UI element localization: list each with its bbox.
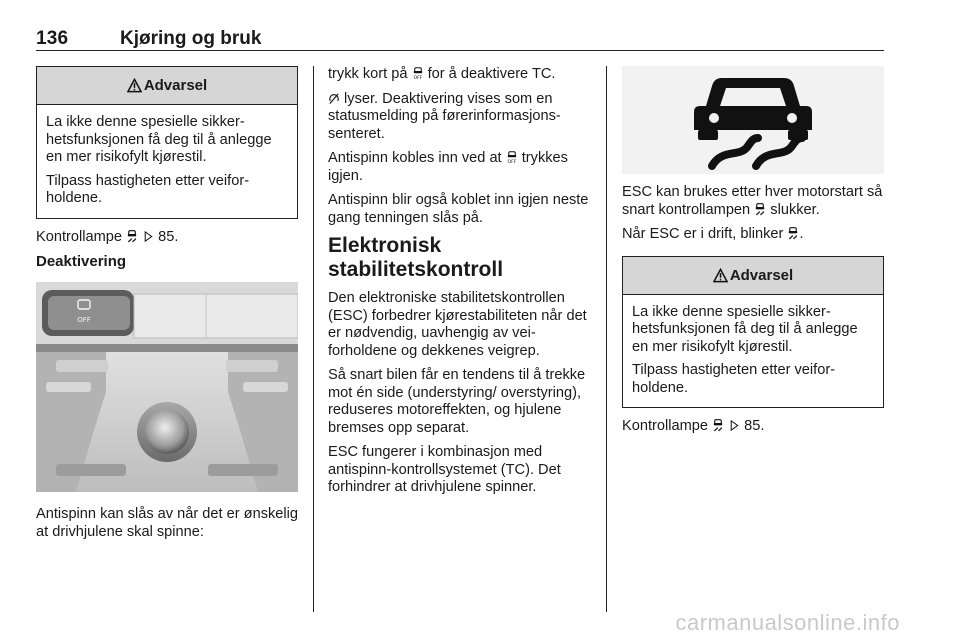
warning-text: La ikke denne spesielle sikkerhetsfunksjonen få deg til å anlegge en mer risikofylt kjørestil. [46,114,272,165]
page-reference-arrow-icon [728,419,740,432]
column-divider [606,66,607,612]
photo-button-label: OFF [77,316,91,324]
dashboard-photo [36,282,298,492]
page-reference-arrow-icon [142,230,154,243]
watermark-brand: carmanualsonline.info [675,610,900,635]
column-divider [313,66,314,612]
paragraph: Antispinn kobles inn ved at trykkes igjen. [328,150,568,184]
paragraph: lyser. Deaktivering vises som en statusmelding på førerinformasjonssenteret. [328,90,561,142]
page-reference: 85. [154,228,179,245]
section-subheading: Deaktivering [36,253,127,270]
indicator-label: Kontrollampe [36,228,127,245]
paragraph: Den elektroniske stabilitetskontrollen (ESC) forbedrer kjørestabiliteten når det er nødvendig, uavhengig av veiforholdene og dekkenes veigrep. [328,290,587,359]
warning-header [37,67,297,105]
page-number: 136 [36,28,69,49]
paragraph: ESC kan brukes etter hver motorstart så snart kontrollampen slukker. [622,184,883,218]
page-title: Kjøring og bruk [120,28,262,49]
warning-text: Tilpass hastigheten etter veiforholdene. [46,172,250,206]
section-heading: Elektronisk stabilitetskontroll [328,234,504,281]
warning-text: La ikke denne spesielle sikkerhetsfunksjonen få deg til å anlegge en mer risikofylt kjørestil. [632,303,858,355]
warning-title: Advarsel [143,77,208,94]
indicator-reference [36,229,298,247]
column-right [622,66,884,443]
skid-warning-icon [754,203,766,216]
warning-triangle-icon [127,78,142,93]
indicator-label: Kontrollampe [622,418,713,434]
warning-body [37,105,297,218]
column-middle [328,66,590,504]
warning-triangle-icon [713,268,728,283]
traction-off-icon [328,92,340,105]
skid-warning-icon [126,230,138,243]
skid-off-button-icon [506,151,518,164]
skid-warning-icon [787,227,799,240]
warning-box [622,256,884,409]
paragraph: trykk kort på for å deaktivere TC. [328,66,556,82]
skid-off-button-icon [412,67,424,80]
esc-skid-car-icon [622,66,884,174]
warning-header [623,257,883,295]
skid-warning-icon [712,419,724,432]
paragraph: Antispinn blir også koblet inn igjen neste gang tenningen slås på. [328,192,589,226]
column-left [36,66,298,548]
page-reference: 85. [740,418,765,434]
warning-text: Tilpass hastigheten etter veiforholdene. [632,362,836,396]
paragraph: Antispinn kan slås av når det er ønskelig at drivhjulene skal spinne: [36,506,299,540]
warning-box [36,66,298,219]
paragraph: Så snart bilen får en tendens til å trekke mot én side (understyring/ overstyring), reduseres motoreffekten, og hjulene bremses opp separat. [328,367,586,436]
indicator-reference [622,418,884,436]
warning-title: Advarsel [729,266,794,284]
paragraph: Når ESC er i drift, blinker . [622,226,804,242]
paragraph: ESC fungerer i kombinasjon med antispinn-kontrollsystemet (TC). Det forhindrer at drivhjulene spinner. [328,444,561,495]
page-header [36,26,884,51]
warning-body [623,295,883,408]
